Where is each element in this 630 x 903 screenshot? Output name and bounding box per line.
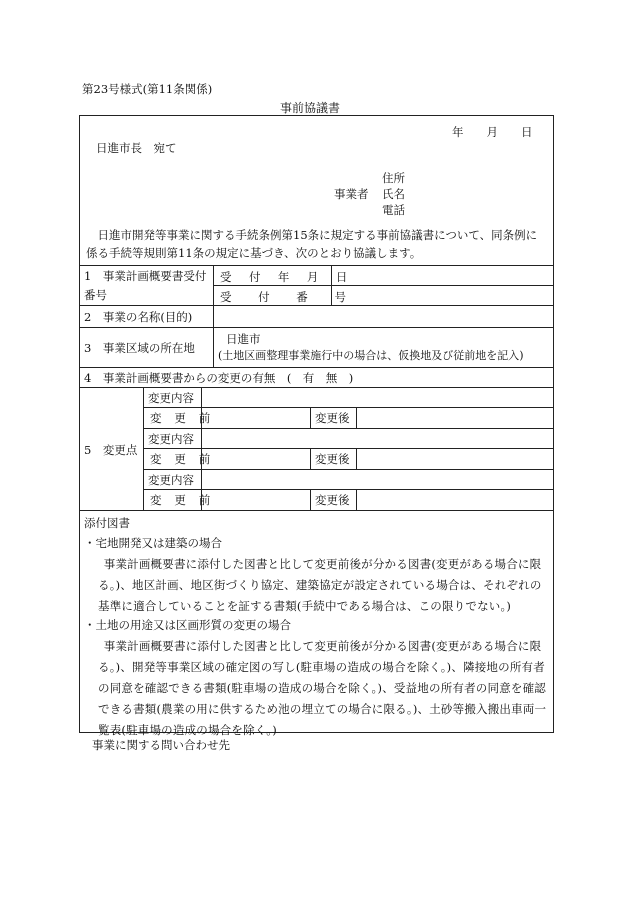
change-content-label-2: 変更内容 bbox=[148, 432, 194, 446]
change-content-field-3[interactable] bbox=[203, 470, 552, 488]
row1-receipt-date-label: 受 付 年 月 日 bbox=[220, 270, 355, 284]
page-title: 事前協議書 bbox=[280, 101, 341, 115]
date-field[interactable]: 年 月 日 bbox=[452, 125, 533, 139]
row3-label: 3 事業区域の所在地 bbox=[84, 341, 195, 355]
attachments-heading: 添付図書 bbox=[84, 516, 130, 530]
after-label-3: 変更後 bbox=[315, 493, 350, 507]
before-label-3: 変 更 前 bbox=[150, 493, 215, 507]
row5-label: 5 変更点 bbox=[84, 443, 138, 457]
after-label-1: 変更後 bbox=[315, 411, 350, 425]
form-number: 第23号様式(第11条関係) bbox=[82, 82, 213, 96]
phone-label: 電話 bbox=[382, 203, 405, 217]
address-label: 住所 bbox=[382, 171, 405, 185]
row2-value-field[interactable] bbox=[215, 306, 552, 326]
attachment-item2-body: 事業計画概要書に添付した図書と比して変更前後が分かる図書(変更がある場合に限る。)、開発等事業区域の確定図の写し(駐車場の造成の場合を除く。)、隣接地の所有者の同意を確認できる書類(駐車場の造成の場合を除く。)、受益地の所有者の同意を確認できる書類(農業の用に供するため池の埋立ての場合に限る。)、土砂等搬入搬出車両一覧表(駐車場の造成の場合を除く。) bbox=[98, 639, 547, 737]
change-content-label-1: 変更内容 bbox=[148, 391, 194, 405]
intro-text: 日進市開発等事業に関する手続条例第15条に規定する事前協議書について、同条例に係る手続等規則第11条の規定に基づき、次のとおり協議します。 bbox=[86, 228, 538, 260]
row3-value-city: 日進市 bbox=[226, 332, 261, 346]
row1-receipt-date-field[interactable] bbox=[333, 266, 552, 284]
attachment-item1-body: 事業計画概要書に添付した図書と比して変更前後が分かる図書(変更がある場合に限る。)、地区計画、地区街づくり協定、建築協定が設定されている場合は、それぞれの基準に適合していることを証する書類(手続中である場合は、この限りでない。) bbox=[98, 557, 542, 613]
change-content-field-1[interactable] bbox=[203, 388, 552, 406]
attachment-item1-title: ・宅地開発又は建築の場合 bbox=[84, 536, 222, 550]
row1-receipt-number-label: 受 付 番 号 bbox=[220, 290, 358, 304]
after-label-2: 変更後 bbox=[315, 452, 350, 466]
applicant-role: 事業者 bbox=[334, 187, 369, 201]
change-content-field-2[interactable] bbox=[203, 429, 552, 447]
before-label-2: 変 更 前 bbox=[150, 452, 215, 466]
name-label: 氏名 bbox=[382, 187, 405, 201]
attachment-item2-title: ・土地の用途又は区画形質の変更の場合 bbox=[84, 618, 291, 632]
row4-label: 4 事業計画概要書からの変更の有無 ( 有 無 ) bbox=[84, 371, 354, 385]
contact-heading: 事業に関する問い合わせ先 bbox=[92, 738, 230, 752]
row3-value-note: (土地区画整理事業施行中の場合は、仮換地及び従前地を記入) bbox=[218, 349, 524, 362]
change-content-label-3: 変更内容 bbox=[148, 473, 194, 487]
row1-receipt-number-field[interactable] bbox=[333, 286, 552, 304]
row2-label: 2 事業の名称(目的) bbox=[84, 310, 193, 324]
addressee: 日進市長 宛て bbox=[96, 141, 177, 155]
row1-label: 1 事業計画概要書受付番号 bbox=[84, 269, 207, 302]
before-label-1: 変 更 前 bbox=[150, 411, 215, 425]
